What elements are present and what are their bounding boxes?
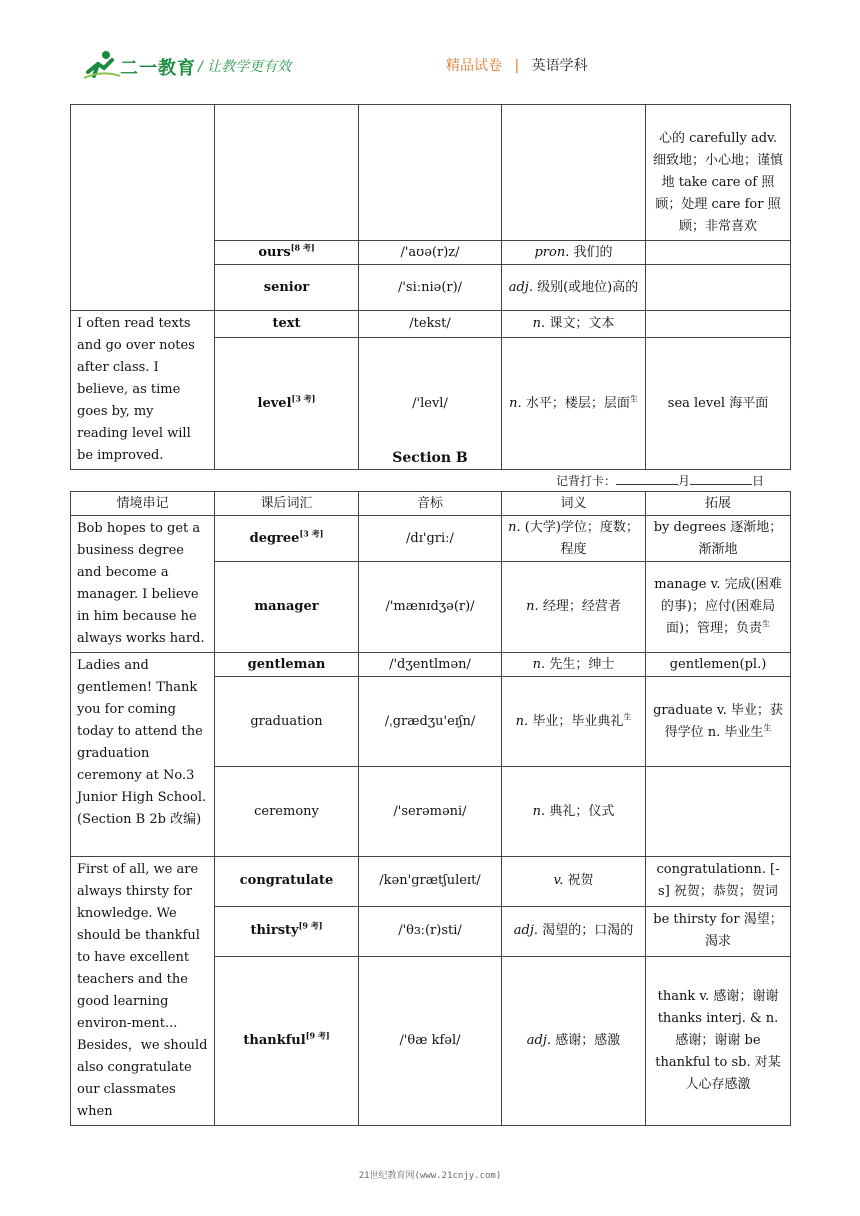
runner-logo-icon — [82, 50, 122, 80]
memorize-checkin: 记背打卡： 月 日 — [556, 474, 765, 488]
phonetic-cell: /'levl/ — [359, 338, 502, 470]
meaning-cell: adj. 感谢；感激 — [502, 956, 646, 1125]
word-cell: gentleman — [215, 653, 359, 677]
meaning-cell: n. 先生；绅士 — [502, 653, 646, 677]
page-footer: 21世纪教育网(www.21cnjy.com) — [358, 1171, 502, 1181]
context-cell-empty — [71, 105, 215, 311]
vocab-table-continued — [70, 104, 791, 470]
word-cell: level[3 考] — [215, 338, 359, 470]
header-right — [446, 55, 588, 75]
context-cell: I often read texts and go over notes after class. I believe, as time goes by, my reading level will be improved. — [71, 311, 215, 470]
extension-cell: thank v. 感谢；谢谢 thanks interj. & n. 感谢；谢谢 be thankful to sb. 对某人心存感激 — [646, 956, 791, 1125]
phonetic-cell: /'θæ kfəl/ — [359, 956, 502, 1125]
word-cell: degree[3 考] — [215, 516, 359, 562]
header-separator: | — [514, 58, 520, 74]
word-cell: thankful[9 考] — [215, 956, 359, 1125]
word-cell: thirsty[9 考] — [215, 906, 359, 956]
month-blank[interactable] — [616, 472, 678, 485]
vocab-table-section-b — [70, 491, 791, 1126]
slogan: / 让教学更有效 — [198, 59, 292, 75]
header-label-subject: 英语学科 — [531, 58, 588, 74]
extension-cell: be thirsty for 渴望；渴求 — [646, 906, 791, 956]
meaning-cell: n. 课文；文本 — [502, 311, 646, 338]
context-cell: Ladies and gentlemen! Thank you for coming today to attend the graduation ceremony at No.3 Junior High School.(Section B 2b 改编) — [71, 653, 215, 857]
extension-cell — [646, 767, 791, 857]
header-context: 情境串记 — [71, 492, 215, 516]
phonetic-cell: /'θɜː(r)sti/ — [359, 906, 502, 956]
brand-name: 二一教育 — [120, 58, 196, 79]
word-cell: congratulate — [215, 857, 359, 907]
phonetic-cell: /'mænɪdʒə(r)/ — [359, 562, 502, 653]
section-title: Section B — [392, 450, 468, 466]
extension-cell: 心的 carefully adv. 细致地；小心地；谨慎地 take care of 照顾；处理 care for 照顾；非常喜欢 — [646, 105, 791, 241]
context-cell: First of all, we are always thirsty for knowledge. We should be thankful to have excellent teachers and the good learning environ-ment... Besides，we should also congratulate our classmates when — [71, 857, 215, 1126]
phonetic-cell: /tekst/ — [359, 311, 502, 338]
extension-cell: gentlemen(pl.) — [646, 653, 791, 677]
word-cell: senior — [215, 265, 359, 311]
phonetic-cell: /'siːniə(r)/ — [359, 265, 502, 311]
phonetic-cell: /ˌgrædʒu'eɪʃn/ — [359, 677, 502, 767]
meaning-cell: adj. 级别(或地位)高的 — [502, 265, 646, 311]
phonetic-cell: /dɪ'griː/ — [359, 516, 502, 562]
word-cell: ours[8 考] — [215, 241, 359, 265]
meaning-cell: adj. 渴望的；口渴的 — [502, 906, 646, 956]
extension-cell: by degrees 逐渐地；渐渐地 — [646, 516, 791, 562]
extension-cell: manage v. 完成(困难的事)；应付(困难局面)；管理；负责$^生$ — [646, 562, 791, 653]
meaning-cell: n. 水平；楼层；层面$^生$ — [502, 338, 646, 470]
phonetic-cell: /'dʒentlmən/ — [359, 653, 502, 677]
word-cell: ceremony — [215, 767, 359, 857]
header-label-premium: 精品试卷 — [446, 58, 502, 74]
context-cell: Bob hopes to get a business degree and become a manager. I believe in him because he always works hard. — [71, 516, 215, 653]
page-header — [0, 0, 860, 100]
header-phonetic: 音标 — [359, 492, 502, 516]
meaning-cell: n. 经理；经营者 — [502, 562, 646, 653]
phonetic-cell: /kən'grætʃuleɪt/ — [359, 857, 502, 907]
word-cell: graduation — [215, 677, 359, 767]
phonetic-cell: /'aʊə(r)z/ — [359, 241, 502, 265]
extension-cell: sea level 海平面 — [646, 338, 791, 470]
extension-cell: congratulationn. [-s] 祝贺；恭贺；贺词 — [646, 857, 791, 907]
header-word: 课后词汇 — [215, 492, 359, 516]
day-blank[interactable] — [690, 472, 752, 485]
word-cell: text — [215, 311, 359, 338]
meaning-cell: n. 毕业；毕业典礼$^生$ — [502, 677, 646, 767]
word-cell: manager — [215, 562, 359, 653]
phonetic-cell: /'serəməni/ — [359, 767, 502, 857]
header-extension: 拓展 — [646, 492, 791, 516]
meaning-cell: n. (大学)学位；度数；程度 — [502, 516, 646, 562]
extension-cell: graduate v. 毕业；获得学位 n. 毕业生$^生$ — [646, 677, 791, 767]
meaning-cell: pron. 我们的 — [502, 241, 646, 265]
header-meaning: 词义 — [502, 492, 646, 516]
meaning-cell: v. 祝贺 — [502, 857, 646, 907]
meaning-cell: n. 典礼；仪式 — [502, 767, 646, 857]
